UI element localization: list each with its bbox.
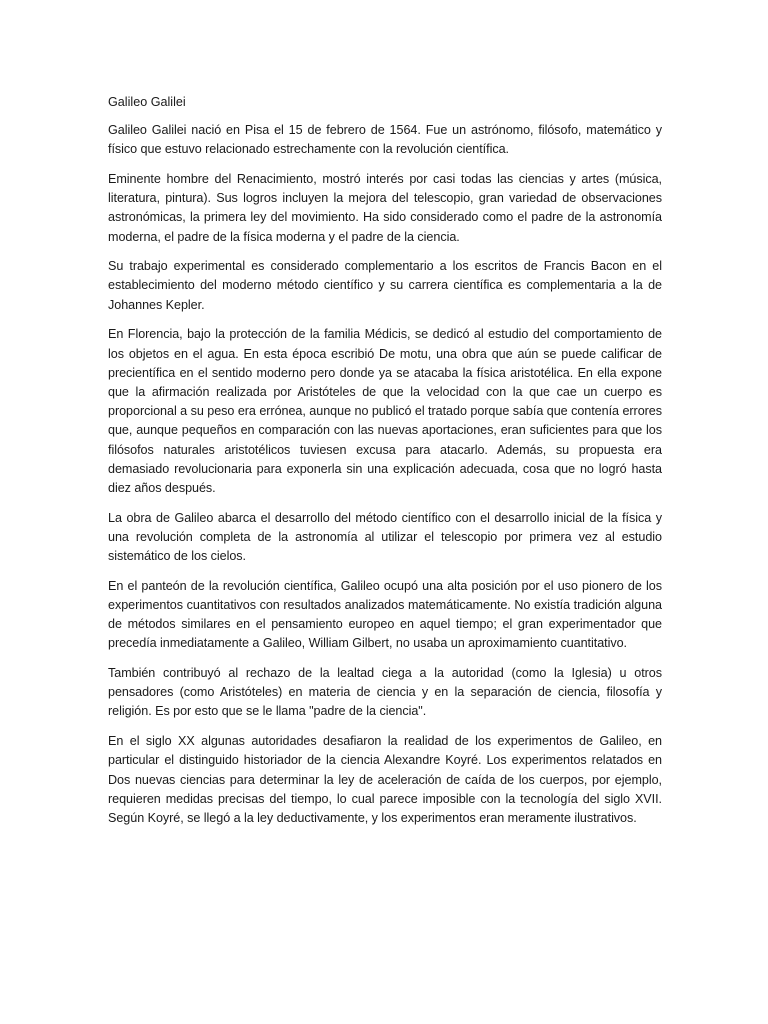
paragraph-authority: También contribuyó al rechazo de la lealtad ciega a la autoridad (como la Iglesia) u otros pensadores (como Aristóteles) en materia de ciencia y en la separación de ciencia, filosofía y religión. Es por esto que se le llama "padre de la ciencia". — [108, 666, 662, 719]
document-title: Galileo Galilei — [108, 95, 186, 109]
paragraph-florence: En Florencia, bajo la protección de la familia Médicis, se dedicó al estudio del comportamiento de los objetos en el agua. En esta época escribió De motu, una obra que aún se puede calificar de precientífica en el sentido moderno pero donde ya se atacaba la física aristotélica. En ella expone que la afirmación realizada por Aristóteles de que la velocidad con la que cae un cuerpo es proporcional a su peso era errónea, aunque no publicó el tratado porque sabía que contenía errores que, aunque pequeños en comparación con las nuevas aportaciones, eran suficientes para que los filósofos naturales aristotélicos tuviesen excusa para atacarlo. Además, su propuesta era demasiado revolucionaria para exponerla sin una explicación adecuada, cosa que no logró hasta diez años después. — [108, 327, 662, 495]
paragraph-birth: Galileo Galilei nació en Pisa el 15 de febrero de 1564. Fue un astrónomo, filósofo, matemático y físico que estuvo relacionado estrechamente con la revolución científica. — [108, 123, 662, 157]
paragraph-koyre: En el siglo XX algunas autoridades desafiaron la realidad de los experimentos de Galileo, en particular el distinguido historiador de la ciencia Alexandre Koyré. Los experimentos relatados en Dos nuevas ciencias para determinar la ley de aceleración de caída de los cuerpos, por ejemplo, requieren medidas precisas del tiempo, lo cual parece imposible con la tecnología del siglo XVII. Según Koyré, se llegó a la ley deductivamente, y los experimentos eran meramente ilustrativos. — [108, 734, 662, 825]
paragraph-experimental-work: Su trabajo experimental es considerado complementario a los escritos de Francis Bacon en el establecimiento del moderno método científico y su carrera científica es complementaria a la de Johannes Kepler. — [108, 259, 662, 312]
paragraph-pantheon: En el panteón de la revolución científica, Galileo ocupó una alta posición por el uso pionero de los experimentos cuantitativos con resultados analizados matemáticamente. No existía tradición alguna de métodos similares en el pensamiento europeo en aquel tiempo; el gran experimentador que precedía inmediatamente a Galileo, William Gilbert, no usaba un aproximamiento cuantitativo. — [108, 578, 662, 651]
paragraph-scientific-method: La obra de Galileo abarca el desarrollo del método científico con el desarrollo inicial de la física y una revolución completa de la astronomía al utilizar el telescopio por primera vez al estudio sistemático de los cielos. — [108, 510, 662, 564]
paragraph-renaissance: Eminente hombre del Renacimiento, mostró interés por casi todas las ciencias y artes (música, literatura, pintura). Sus logros incluyen la mejora del telescopio, gran variedad de observaciones astronómicas, la primera ley del movimiento. Ha sido considerado como el padre de la astronomía moderna, el padre de la física moderna y el padre de la ciencia. — [108, 171, 662, 244]
